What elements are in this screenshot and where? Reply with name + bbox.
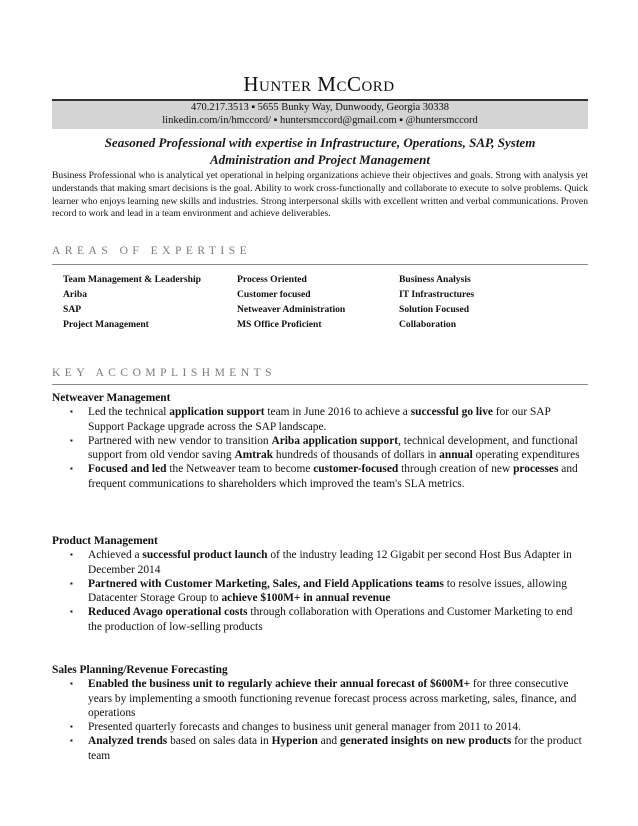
item-text: Presented quarterly forecasts and changes to business unit general manager from 2011 to 2014. <box>88 721 521 734</box>
accomplishment-list <box>52 548 588 634</box>
accomplishment-group-title: Product Management <box>52 535 158 547</box>
item-text: team in June 2016 to achieve a <box>264 406 411 419</box>
item-text: through creation of new <box>398 463 514 476</box>
emphasized-text: customer-focused <box>313 463 399 476</box>
emphasized-text: generated insights on new products <box>339 735 512 748</box>
accomplishment-group <box>52 663 588 763</box>
expertise-item: SAP <box>63 304 82 315</box>
bullet-icon: ▪ <box>70 736 73 746</box>
headline-line-1: Seasoned Professional with expertise in Infrastructure, Operations, SAP, System <box>104 135 536 150</box>
bullet-icon: ▪ <box>70 722 73 732</box>
emphasized-text: annual <box>439 449 473 462</box>
emphasized-text: Reduced Avago operational costs <box>88 606 248 619</box>
expertise-item: Solution Focused <box>399 304 470 315</box>
expertise-divider <box>52 264 588 265</box>
accomplishment-list <box>52 405 588 491</box>
expertise-item: IT Infrastructures <box>399 289 475 300</box>
professional-summary: Business Professional who is analytical yet operational in helping organizations achieve their objectives and goals. Strong with analysis yet understands that making smart decisions is the goal. Ability to work cross-functionally and collaborate to execute to solve problems. Quick learner who enjoys learning new skills and industries. Strong interpersonal skills with excellent written and verbal communications. Proven record to work and lead in a team environment and achieve deliverables. <box>52 170 588 220</box>
expertise-item: Project Management <box>63 319 149 330</box>
headline-line-2: Administration and Project Management <box>210 152 430 167</box>
item-text: Led the technical <box>88 406 170 419</box>
item-text: Partnered with new vendor to transition <box>88 434 272 447</box>
accomplishment-group-title: Netweaver Management <box>52 392 171 404</box>
item-text: hundreds of thousands of dollars in <box>273 449 440 462</box>
item-text: and frequent communications to shareholders which improved the team's SLA metrics. <box>88 463 578 490</box>
item-text: for our SAP Support Package upgrade across the SAP landscape. <box>88 406 551 433</box>
contact-phone-address: 470.217.3513 ▪ 5655 Bunky Way, Dunwoody, Georgia 30338 <box>190 102 450 113</box>
emphasized-text: Ariba application support <box>271 434 399 447</box>
accomplishment-item <box>52 734 588 763</box>
emphasized-text: Amtrak <box>234 449 274 462</box>
accomplishment-item <box>52 605 588 634</box>
accomplishment-item <box>52 405 588 434</box>
accomplishments-section-title: KEY ACCOMPLISHMENTS <box>52 367 277 379</box>
item-text: to resolve issues, allowing Datacenter Storage Group to <box>88 577 567 605</box>
bullet-icon: ▪ <box>70 550 73 560</box>
expertise-item: Netweaver Administration <box>237 304 346 315</box>
expertise-item: Customer focused <box>237 289 311 300</box>
expertise-item: Ariba <box>63 289 87 300</box>
item-text: for three consecutive years by implementing a smooth functioning revenue forecast process across marketing, sales, finance, and operations <box>88 678 577 719</box>
emphasized-text: Partnered with Customer Marketing, Sales, and Field Applications teams <box>88 577 444 590</box>
bullet-icon: ▪ <box>70 464 73 474</box>
item-text: Achieved a <box>88 549 143 562</box>
item-text: the Netweaver team to become <box>166 463 314 476</box>
emphasized-text: processes <box>513 463 559 476</box>
emphasized-text: successful go live <box>410 406 493 419</box>
bullet-icon: ▪ <box>70 578 73 588</box>
bullet-icon: ▪ <box>70 679 73 689</box>
bullet-icon: ▪ <box>70 607 73 617</box>
bullet-icon: ▪ <box>70 407 73 417</box>
accomplishment-item <box>52 677 588 720</box>
expertise-section-title: AREAS OF EXPERTISE <box>52 245 252 257</box>
item-text: , technical development, and functional support from old vendor saving <box>88 434 578 462</box>
item-text: through collaboration with Operations and Customer Marketing to end the production of low-selling products <box>88 606 573 633</box>
item-text: of the industry leading 12 Gigabit per second Host Bus Adapter in December 2014 <box>88 549 572 576</box>
accomplishment-item <box>52 720 588 734</box>
item-text: based on sales data in <box>167 735 272 748</box>
accomplishment-group <box>52 391 588 491</box>
emphasized-text: Focused and led <box>88 463 167 476</box>
emphasized-text: Hyperion <box>271 735 318 748</box>
contact-online: linkedin.com/in/hmccord/ ▪ huntersmccord@gmail.com ▪ @huntersmccord <box>162 115 478 126</box>
professional-headline <box>52 134 588 168</box>
item-text: operating expenditures <box>472 449 580 462</box>
emphasized-text: Enabled the business unit to regularly achieve their annual forecast of $600M+ <box>88 678 471 691</box>
bullet-icon: ▪ <box>70 435 73 445</box>
candidate-name: Hunter McCord <box>243 72 395 96</box>
expertise-item: Team Management & Leadership <box>63 274 201 285</box>
accomplishment-item <box>52 462 588 491</box>
accomplishments-divider <box>52 384 588 385</box>
accomplishment-group-title: Sales Planning/Revenue Forecasting <box>52 664 228 676</box>
emphasized-text: successful product launch <box>142 549 268 562</box>
expertise-item: Process Oriented <box>237 274 307 285</box>
accomplishment-item <box>52 577 588 606</box>
accomplishment-item <box>52 548 588 577</box>
contact-band <box>52 99 588 129</box>
accomplishment-item <box>52 434 588 463</box>
emphasized-text: application support <box>169 406 265 419</box>
expertise-item: Business Analysis <box>399 274 471 285</box>
accomplishment-list <box>52 677 588 763</box>
emphasized-text: Analyzed trends <box>88 735 168 748</box>
emphasized-text: achieve $100M+ in annual revenue <box>221 592 391 605</box>
expertise-item: MS Office Proficient <box>237 319 322 330</box>
item-text: for the product team <box>88 735 582 762</box>
item-text: and <box>317 735 340 748</box>
expertise-item: Collaboration <box>399 319 457 330</box>
accomplishment-group <box>52 534 588 634</box>
